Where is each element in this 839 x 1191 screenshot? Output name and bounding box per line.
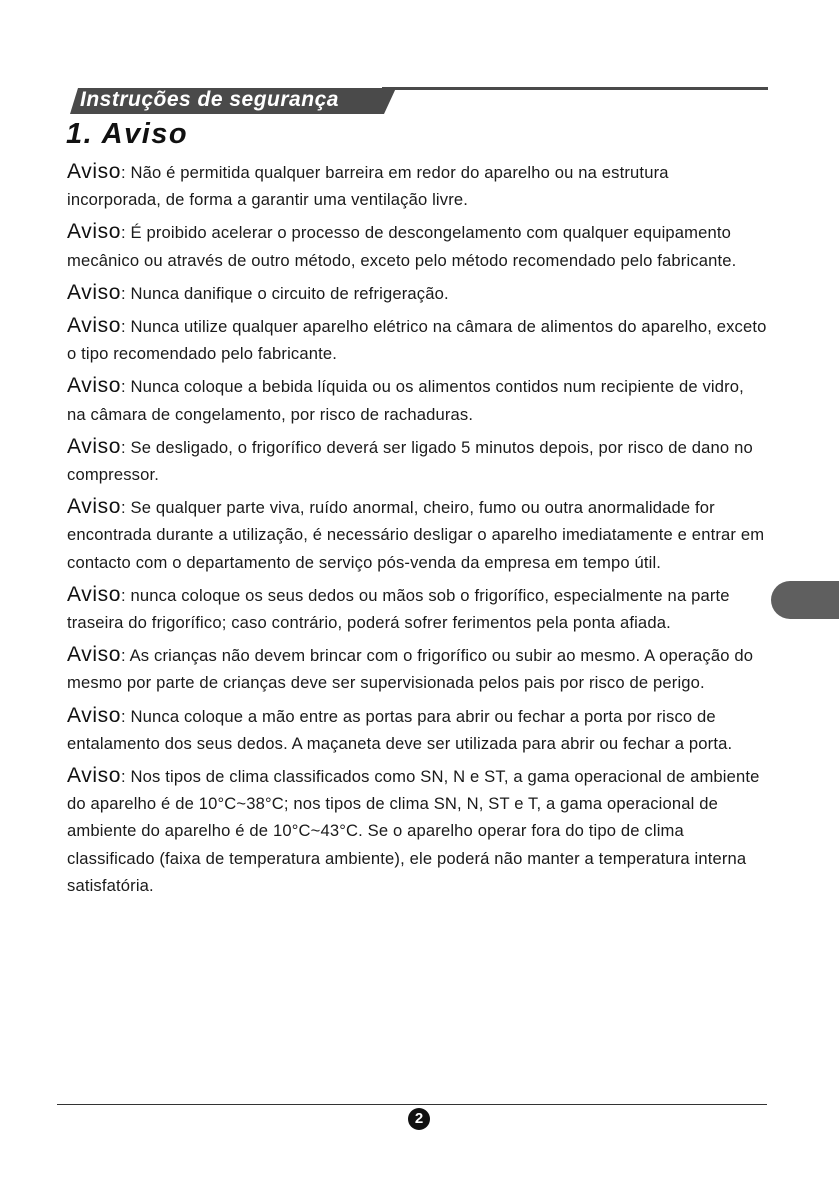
warning-item (67, 372, 767, 427)
warning-prefix: Aviso (67, 643, 121, 667)
warning-prefix: Aviso (67, 280, 121, 304)
section-header-band (56, 86, 768, 116)
page-number: 2 (408, 1108, 430, 1130)
warning-prefix: Aviso (67, 160, 121, 183)
warning-item (67, 433, 767, 488)
warning-item (67, 762, 767, 899)
section-title: 1. Aviso (66, 118, 189, 150)
warning-item (67, 218, 767, 273)
warning-prefix: Aviso (67, 434, 121, 458)
warning-prefix: Aviso (67, 314, 121, 338)
warning-prefix: Aviso (67, 374, 121, 398)
warning-prefix: Aviso (67, 495, 121, 519)
warning-item (67, 641, 767, 696)
warning-text: : Nunca coloque a mão entre as portas para abrir ou fechar a porta por risco de entalamento dos seus dedos. A maçaneta deve ser utilizada para abrir ou fechar a porta. (67, 706, 733, 753)
footer-divider (57, 1104, 767, 1105)
warning-text: : As crianças não devem brincar com o frigorífico ou subir ao mesmo. A operação do mesmo por parte de crianças deve ser supervisionada pelos pais por risco de perigo. (67, 646, 754, 693)
warning-item (67, 702, 767, 757)
warning-text: : Se qualquer parte viva, ruído anormal, cheiro, fumo ou outra anormalidade for encontrada durante a utilização, é necessário desligar o aparelho imediatamente e entrar em contacto com o departamento de serviço pós-venda da empresa em tempo útil. (67, 498, 765, 572)
warning-item (67, 312, 767, 367)
warnings-list (67, 158, 767, 904)
warning-text: : Nunca coloque a bebida líquida ou os alimentos contidos num recipiente de vidro, na câmara de congelamento, por risco de rachaduras. (67, 377, 744, 424)
warning-text: : Se desligado, o frigorífico deverá ser ligado 5 minutos depois, por risco de dano no compressor. (67, 437, 753, 485)
header-title: Instruções de segurança (80, 88, 339, 111)
warning-text: : Nos tipos de clima classificados como SN, N e ST, a gama operacional de ambiente do aparelho é de 10°C~38°C; nos tipos de clima SN, N, ST e T, a gama operacional de ambiente do aparelho é de 10°C~43°C. Se o aparelho operar fora do tipo de clima classificado (faixa de temperatura ambiente), ele poderá não manter a temperatura interna satisfatória. (67, 767, 760, 895)
warning-item (67, 279, 767, 307)
warning-prefix: Aviso (67, 764, 121, 788)
warning-text: : nunca coloque os seus dedos ou mãos sob o frigorífico, especialmente na parte traseira do frigorífico; caso contrário, poderá sofrer ferimentos pela ponta afiada. (67, 585, 730, 633)
warning-text: : Nunca danifique o circuito de refrigeração. (120, 283, 449, 303)
warning-prefix: Aviso (67, 220, 121, 244)
warning-item (67, 493, 767, 576)
side-thumb-tab (771, 581, 839, 619)
warning-item (67, 581, 767, 636)
warning-prefix: Aviso (67, 703, 121, 727)
warning-text: : Não é permitida qualquer barreira em redor do aparelho ou na estrutura incorporada, de forma a garantir uma ventilação livre. (67, 163, 669, 210)
warning-prefix: Aviso (67, 582, 121, 606)
warning-item (67, 158, 767, 213)
warning-text: : É proibido acelerar o processo de descongelamento com qualquer equipamento mecânico ou através de outro método, exceto pelo método recomendado pelo fabricante. (67, 223, 737, 270)
warning-text: : Nunca utilize qualquer aparelho elétrico na câmara de alimentos do aparelho, exceto o tipo recomendado pelo fabricante. (67, 317, 767, 364)
